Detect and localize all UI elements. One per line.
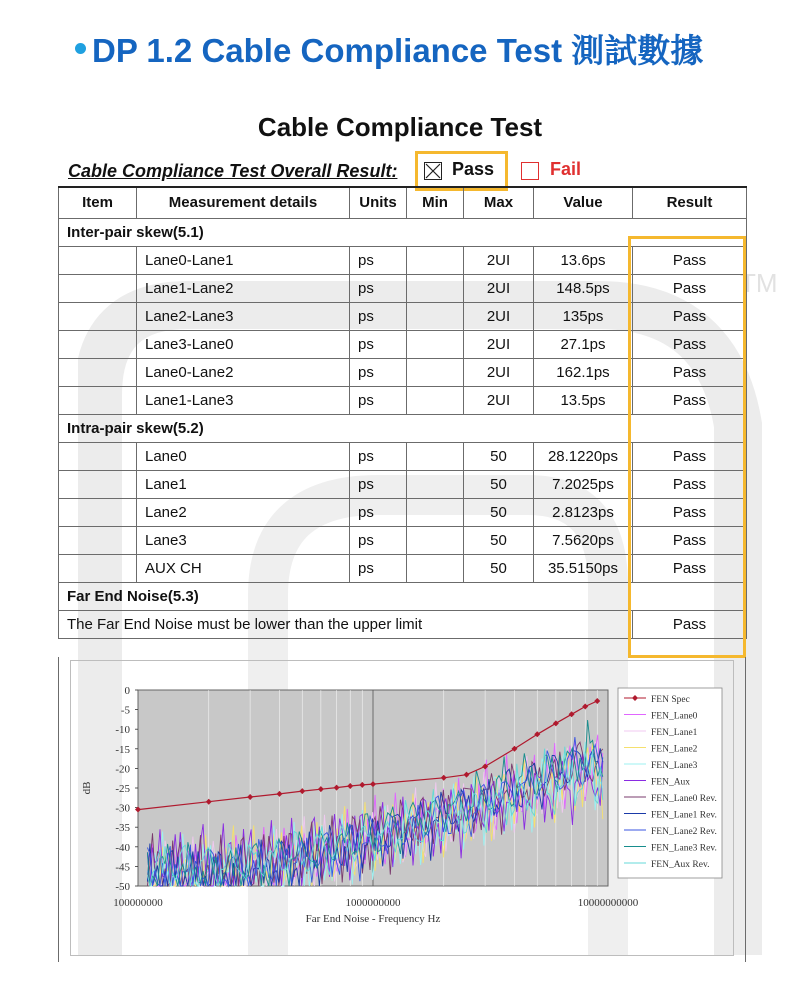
cell-detail: Lane2-Lane3 [137,302,350,330]
header-min: Min [407,187,464,218]
legend-label: FEN_Aux Rev. [651,860,710,870]
cell-units: ps [350,302,407,330]
cell-units: ps [350,358,407,386]
legend-label: FEN_Aux [651,777,691,788]
cell-result: Pass [633,470,747,498]
cell-result: Pass [633,246,747,274]
cell-min [407,442,464,470]
cell-value: 148.5ps [534,274,633,302]
y-tick-label: -25 [115,783,130,795]
x-tick-label: 1000000000 [345,897,401,909]
cell-value: 28.1220ps [534,442,633,470]
legend-label: FEN_Lane0 [651,711,698,722]
cell-value: 35.5150ps [534,554,633,582]
cell-min [407,526,464,554]
y-tick-label: -30 [115,802,130,815]
header-measurement-details: Measurement details [137,187,350,218]
table-row [59,554,747,582]
section-title: Far End Noise(5.3) [59,582,747,610]
cell-units: ps [350,526,407,554]
cell-value: 13.5ps [534,386,633,414]
cell-max: 50 [464,442,534,470]
table-header-row [59,187,747,218]
cell-min [407,358,464,386]
cell-units: ps [350,246,407,274]
cell-units: ps [350,330,407,358]
y-tick-label: -45 [115,861,130,874]
cell-detail: Lane0-Lane2 [137,358,350,386]
cell-detail: Lane0-Lane1 [137,246,350,274]
cell-result: Pass [633,442,747,470]
bullet-dot-icon [75,43,86,54]
cell-detail: Lane3 [137,526,350,554]
cell-value: 162.1ps [534,358,633,386]
cell-value: 13.6ps [534,246,633,274]
cell-result: Pass [633,274,747,302]
table-row [59,274,747,302]
legend-label: FEN_Lane2 Rev. [651,827,717,837]
cell-min [407,498,464,526]
table-row [59,358,747,386]
x-axis-label: Far End Noise - Frequency Hz [305,913,441,925]
header-item: Item [59,187,137,218]
cell-units: ps [350,470,407,498]
watermark-tm: TM [740,268,778,298]
y-tick-label: -20 [115,763,130,776]
x-tick-label: 100000000 [113,897,163,909]
y-tick-label: -5 [120,704,130,717]
cell-result: Pass [633,526,747,554]
table-row [59,610,747,638]
overall-result-label: Cable Compliance Test Overall Result: [68,160,398,181]
cell-max: 2UI [464,246,534,274]
cell-max: 50 [464,470,534,498]
cell-value: 7.5620ps [534,526,633,554]
cell-max: 50 [464,554,534,582]
y-tick-label: 0 [124,685,130,697]
cell-units: ps [350,274,407,302]
cell-detail: Lane0 [137,442,350,470]
cell-units: ps [350,386,407,414]
cell-max: 2UI [464,358,534,386]
pass-label: Pass [452,159,495,179]
page-heading-text: DP 1.2 Cable Compliance Test 測試數據 [92,31,704,69]
table-row [59,386,747,414]
cell-max: 2UI [464,274,534,302]
y-tick-label: -40 [115,841,130,854]
section-row [59,414,747,442]
cell-min [407,554,464,582]
document-title: Cable Compliance Test [257,112,543,142]
cell-detail: Lane1-Lane3 [137,386,350,414]
legend-label: FEN Spec [651,695,690,705]
cell-max: 2UI [464,386,534,414]
cell-min [407,302,464,330]
section-row [59,218,747,246]
cell-value: 7.2025ps [534,470,633,498]
cell-units: ps [350,554,407,582]
y-tick-label: -50 [115,881,130,893]
header-units: Units [350,187,407,218]
cell-detail: Lane3-Lane0 [137,330,350,358]
table-row [59,470,747,498]
section-row [59,582,747,610]
compliance-table [58,186,747,639]
legend-label: FEN_Lane1 [651,728,698,738]
x-tick-label: 10000000000 [577,897,639,909]
table-row [59,246,747,274]
section-title: Intra-pair skew(5.2) [59,414,747,442]
cell-value: 135ps [534,302,633,330]
cell-units: ps [350,498,407,526]
cell-detail: Lane2 [137,498,350,526]
header-result: Result [633,187,747,218]
table-row [59,302,747,330]
legend-label: FEN_Lane3 [651,761,698,771]
cell-units: ps [350,442,407,470]
table-row [59,526,747,554]
cell-min [407,386,464,414]
cell-detail: Lane1-Lane2 [137,274,350,302]
header-max: Max [464,187,534,218]
pass-checkbox[interactable] [424,162,442,180]
cell-min [407,470,464,498]
fail-checkbox[interactable] [521,162,539,180]
cell-max: 50 [464,498,534,526]
cell-max: 2UI [464,330,534,358]
table-row [59,330,747,358]
y-axis-label: dB [81,781,93,795]
y-tick-label: -35 [115,822,130,835]
cell-max: 2UI [464,302,534,330]
cell-result: Pass [633,610,747,638]
legend-label: FEN_Lane2 [651,744,698,755]
cell-result: Pass [633,358,747,386]
far-end-noise-chart [70,660,734,956]
legend-label: FEN_Lane0 Rev. [651,794,717,804]
cell-result: Pass [633,386,747,414]
cell-result: Pass [633,330,747,358]
cell-value: 27.1ps [534,330,633,358]
header-value: Value [534,187,633,218]
cell-min [407,274,464,302]
table-row [59,498,747,526]
cell-max: 50 [464,526,534,554]
legend-label: FEN_Lane1 Rev. [651,810,717,821]
cell-detail: AUX CH [137,554,350,582]
page-heading [75,26,703,70]
cell-min [407,246,464,274]
cell-result: Pass [633,302,747,330]
cell-detail: Lane1 [137,470,350,498]
table-row [59,442,747,470]
section-title: Inter-pair skew(5.1) [59,218,747,246]
checked-x-icon [425,163,441,179]
cell-description: The Far End Noise must be lower than the upper limit [59,610,633,638]
cell-min [407,330,464,358]
fail-label: Fail [550,159,582,179]
legend-label: FEN_Lane3 Rev. [651,843,717,854]
y-tick-label: -10 [115,724,130,737]
cell-value: 2.8123ps [534,498,633,526]
cell-result: Pass [633,554,747,582]
cell-result: Pass [633,498,747,526]
y-tick-label: -15 [115,743,130,756]
